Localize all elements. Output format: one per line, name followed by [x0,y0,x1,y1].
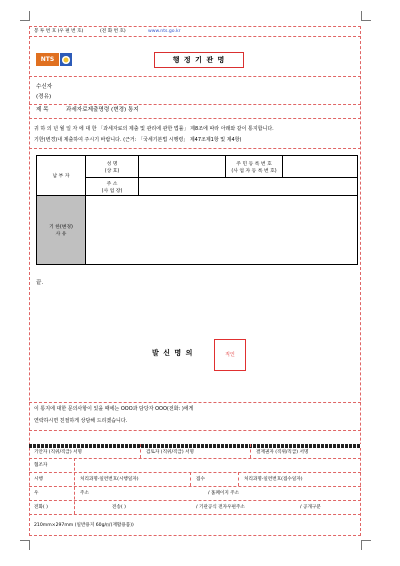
crop-mark [361,540,371,541]
id-label: 주 민 등 록 번 호 (사 업 자 등 록 번 호) [226,156,283,178]
footer-receipt-number: 처리과명-일련번호(접수일자) [244,477,303,482]
footer-address: 주소 [80,491,89,496]
crop-mark [361,11,362,21]
divider [29,36,361,37]
address-value[interactable] [139,178,358,196]
footer-drafter: 기안자 (직위/직급) 서명 [34,450,82,455]
agency-name-title: 행 정 기 관 명 [154,52,244,68]
footer-approver: 결재권자 (직위/직급) 서명 [256,450,309,455]
divider [29,118,361,119]
crop-mark [29,11,30,21]
footer-reviewer: 검토자 (직위/직급) 서명 [146,450,194,455]
footer-phone: 전화( ) [34,505,48,510]
divider [29,148,361,149]
divider [29,514,361,515]
footer-separator [29,444,361,448]
footer-column-divider [190,472,191,486]
header-line2: (전 화 번 호) [100,29,126,34]
divider [29,76,361,77]
closing-text: 끝. [36,280,44,286]
official-seal: 직인 [214,339,246,371]
subject-text: 과세자료제출명령 (변경) 통지 [66,107,139,113]
footer-enforce-label: 시행 [34,477,43,482]
page-frame [29,26,361,536]
reason-label: 기 한(변경) 사 유 [37,196,86,265]
footer-zip: 우 [34,491,39,496]
footer-receipt-label: 접수 [196,477,205,482]
notice-line1: 이 통지에 대한 문의사항이 있을 때에는 OOO과 담당자 OOO(전화: )에게 [34,406,194,412]
name-label: 성 명 (상 호) [86,156,139,178]
header-line1: 봉 투 번 호 (우 편 번 호) [34,29,84,34]
footer-column-divider [140,444,141,458]
footer-disclosure: / 공개구분 [300,505,321,510]
info-table [36,155,358,265]
footer-column-divider [238,472,239,486]
name-value[interactable] [139,156,226,178]
footer-column-divider [250,444,251,458]
crop-mark [361,540,362,550]
subject-label: 제 목 [36,107,49,113]
recipient-via: (경유) [36,94,52,100]
party-label: 납 부 자 [37,156,86,196]
footer-enforce-number: 처리과명-일련번호(시행일자) [80,477,139,482]
crop-mark [29,540,30,550]
crop-mark [361,20,371,21]
recipient-label: 수신자 [36,84,53,90]
logo-text: NTS [36,53,59,66]
agency-logo [36,53,72,66]
divider [29,430,361,431]
body-line2: 기한(변경)내 제출하여 주시기 바랍니다. (근거: 「국세기본법 시행령」 제47조제1항 및 제4항) [34,137,242,143]
id-value[interactable] [283,156,358,178]
divider [29,402,361,403]
footer-email: / 기관공식 전자우편주소 [196,505,245,510]
address-label: 주 소 (사 업 장) [86,178,139,196]
divider [29,486,361,487]
footer-homepage: / 홈페이지 주소 [208,491,240,496]
notice-line2: 연락하시면 친절하게 상담해 드리겠습니다. [34,418,128,424]
divider [29,458,361,459]
footer-column-divider [74,458,75,514]
divider [29,472,361,473]
footer-fax: 전송( ) [112,505,126,510]
issuer-name: 발 신 명 의 [152,349,194,357]
flower-icon [60,53,72,66]
reason-value[interactable] [86,196,358,265]
body-line1: 귀 하 의 년 월 일 자 에 대 한 「과세자료의 제출 및 관리에 관한 법률」 제8조에 따라 아래와 같이 통지합니다. [34,126,274,132]
header-link[interactable]: www.nts.go.kr [148,29,181,34]
divider [29,104,361,105]
footer-cooperator: 협조자 [34,463,48,468]
divider [29,500,361,501]
footer-paper-size: 210mm×297mm (일반용지 60g/㎡(재활용품)) [34,523,134,528]
